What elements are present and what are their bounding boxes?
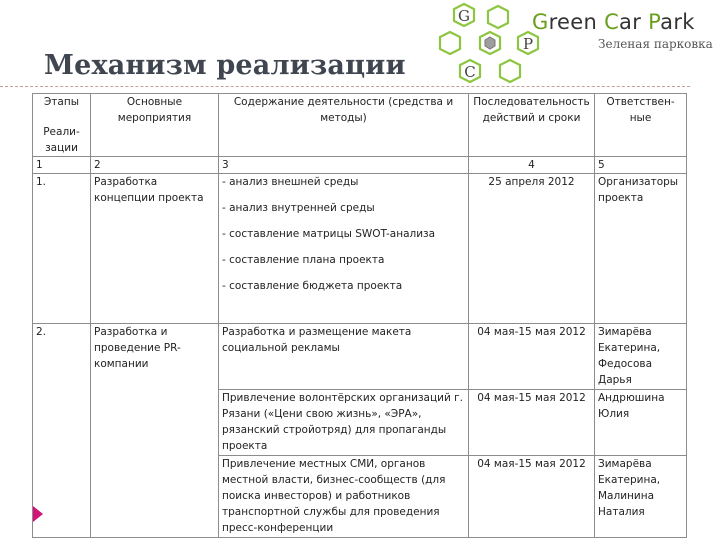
header-stages: Этапы Реали- зации (33, 94, 91, 157)
responsible-cell: Зимарёва Екатерина, Федосова Дарья (595, 324, 687, 390)
method-item: - составление матрицы SWOT-анализа (222, 228, 436, 240)
header-activities: Основные мероприятия (91, 94, 219, 157)
header-content: Содержание деятельности (средства и методы) (219, 94, 469, 157)
method-item: - анализ внешней среды (222, 176, 359, 188)
dates-cell: 04 мая-15 мая 2012 (469, 456, 595, 538)
stage-number: 2. (33, 324, 91, 538)
responsible-cell: Андрюшина Юлия (595, 390, 687, 456)
col-number: 5 (595, 157, 687, 174)
method-item: - составление плана проекта (222, 254, 385, 266)
page-title: Механизм реализации (44, 50, 406, 81)
header-sequence: Последовательность действий и сроки (469, 94, 595, 157)
method-item: - анализ внутренней среды (222, 202, 375, 214)
col-number: 1 (33, 157, 91, 174)
responsible-cell: Организаторы проекта (595, 174, 687, 324)
col-number: 3 (219, 157, 469, 174)
logo-subtitle: Зеленая парковка (598, 37, 713, 51)
content-cell: Разработка и размещение макета социальной рекламы (219, 324, 469, 390)
logo-letter-p: P (522, 35, 534, 53)
logo-letter-c: C (464, 63, 476, 81)
title-divider (0, 86, 690, 87)
responsible-cell: Зимарёва Екатерина, Малинина Наталия (595, 456, 687, 538)
dates-cell: 04 мая-15 мая 2012 (469, 324, 595, 390)
implementation-table (32, 93, 687, 538)
column-number-row (33, 157, 687, 174)
dates-cell: 25 апреля 2012 (469, 174, 595, 324)
table-row (33, 324, 687, 390)
content-cell (219, 174, 469, 324)
slide-marker-icon (33, 506, 43, 522)
table-row (33, 174, 687, 324)
dates-cell: 04 мая-15 мая 2012 (469, 390, 595, 456)
logo-wordmark: Green Car Park (532, 10, 695, 34)
header-row (33, 94, 687, 157)
activity-cell: Разработка и проведение PR-компании (91, 324, 219, 538)
method-item: - составление бюджета проекта (222, 280, 403, 292)
logo-letter-g: G (458, 7, 470, 25)
col-number: 2 (91, 157, 219, 174)
stage-number: 1. (33, 174, 91, 324)
col-number: 4 (469, 157, 595, 174)
header-responsible: Ответствен-ные (595, 94, 687, 157)
content-cell: Привлечение местных СМИ, органов местной власти, бизнес-сообществ (для поиска инвесторов) и работников транспортной службы для проведения пресс-конференции (219, 456, 469, 538)
content-cell: Привлечение волонтёрских организаций г. Рязани («Цени свою жизнь», «ЭРА», рязанский стройотряд) для пропаганды проекта (219, 390, 469, 456)
activity-cell: Разработка концепции проекта (91, 174, 219, 324)
green-car-park-logo (436, 0, 720, 90)
